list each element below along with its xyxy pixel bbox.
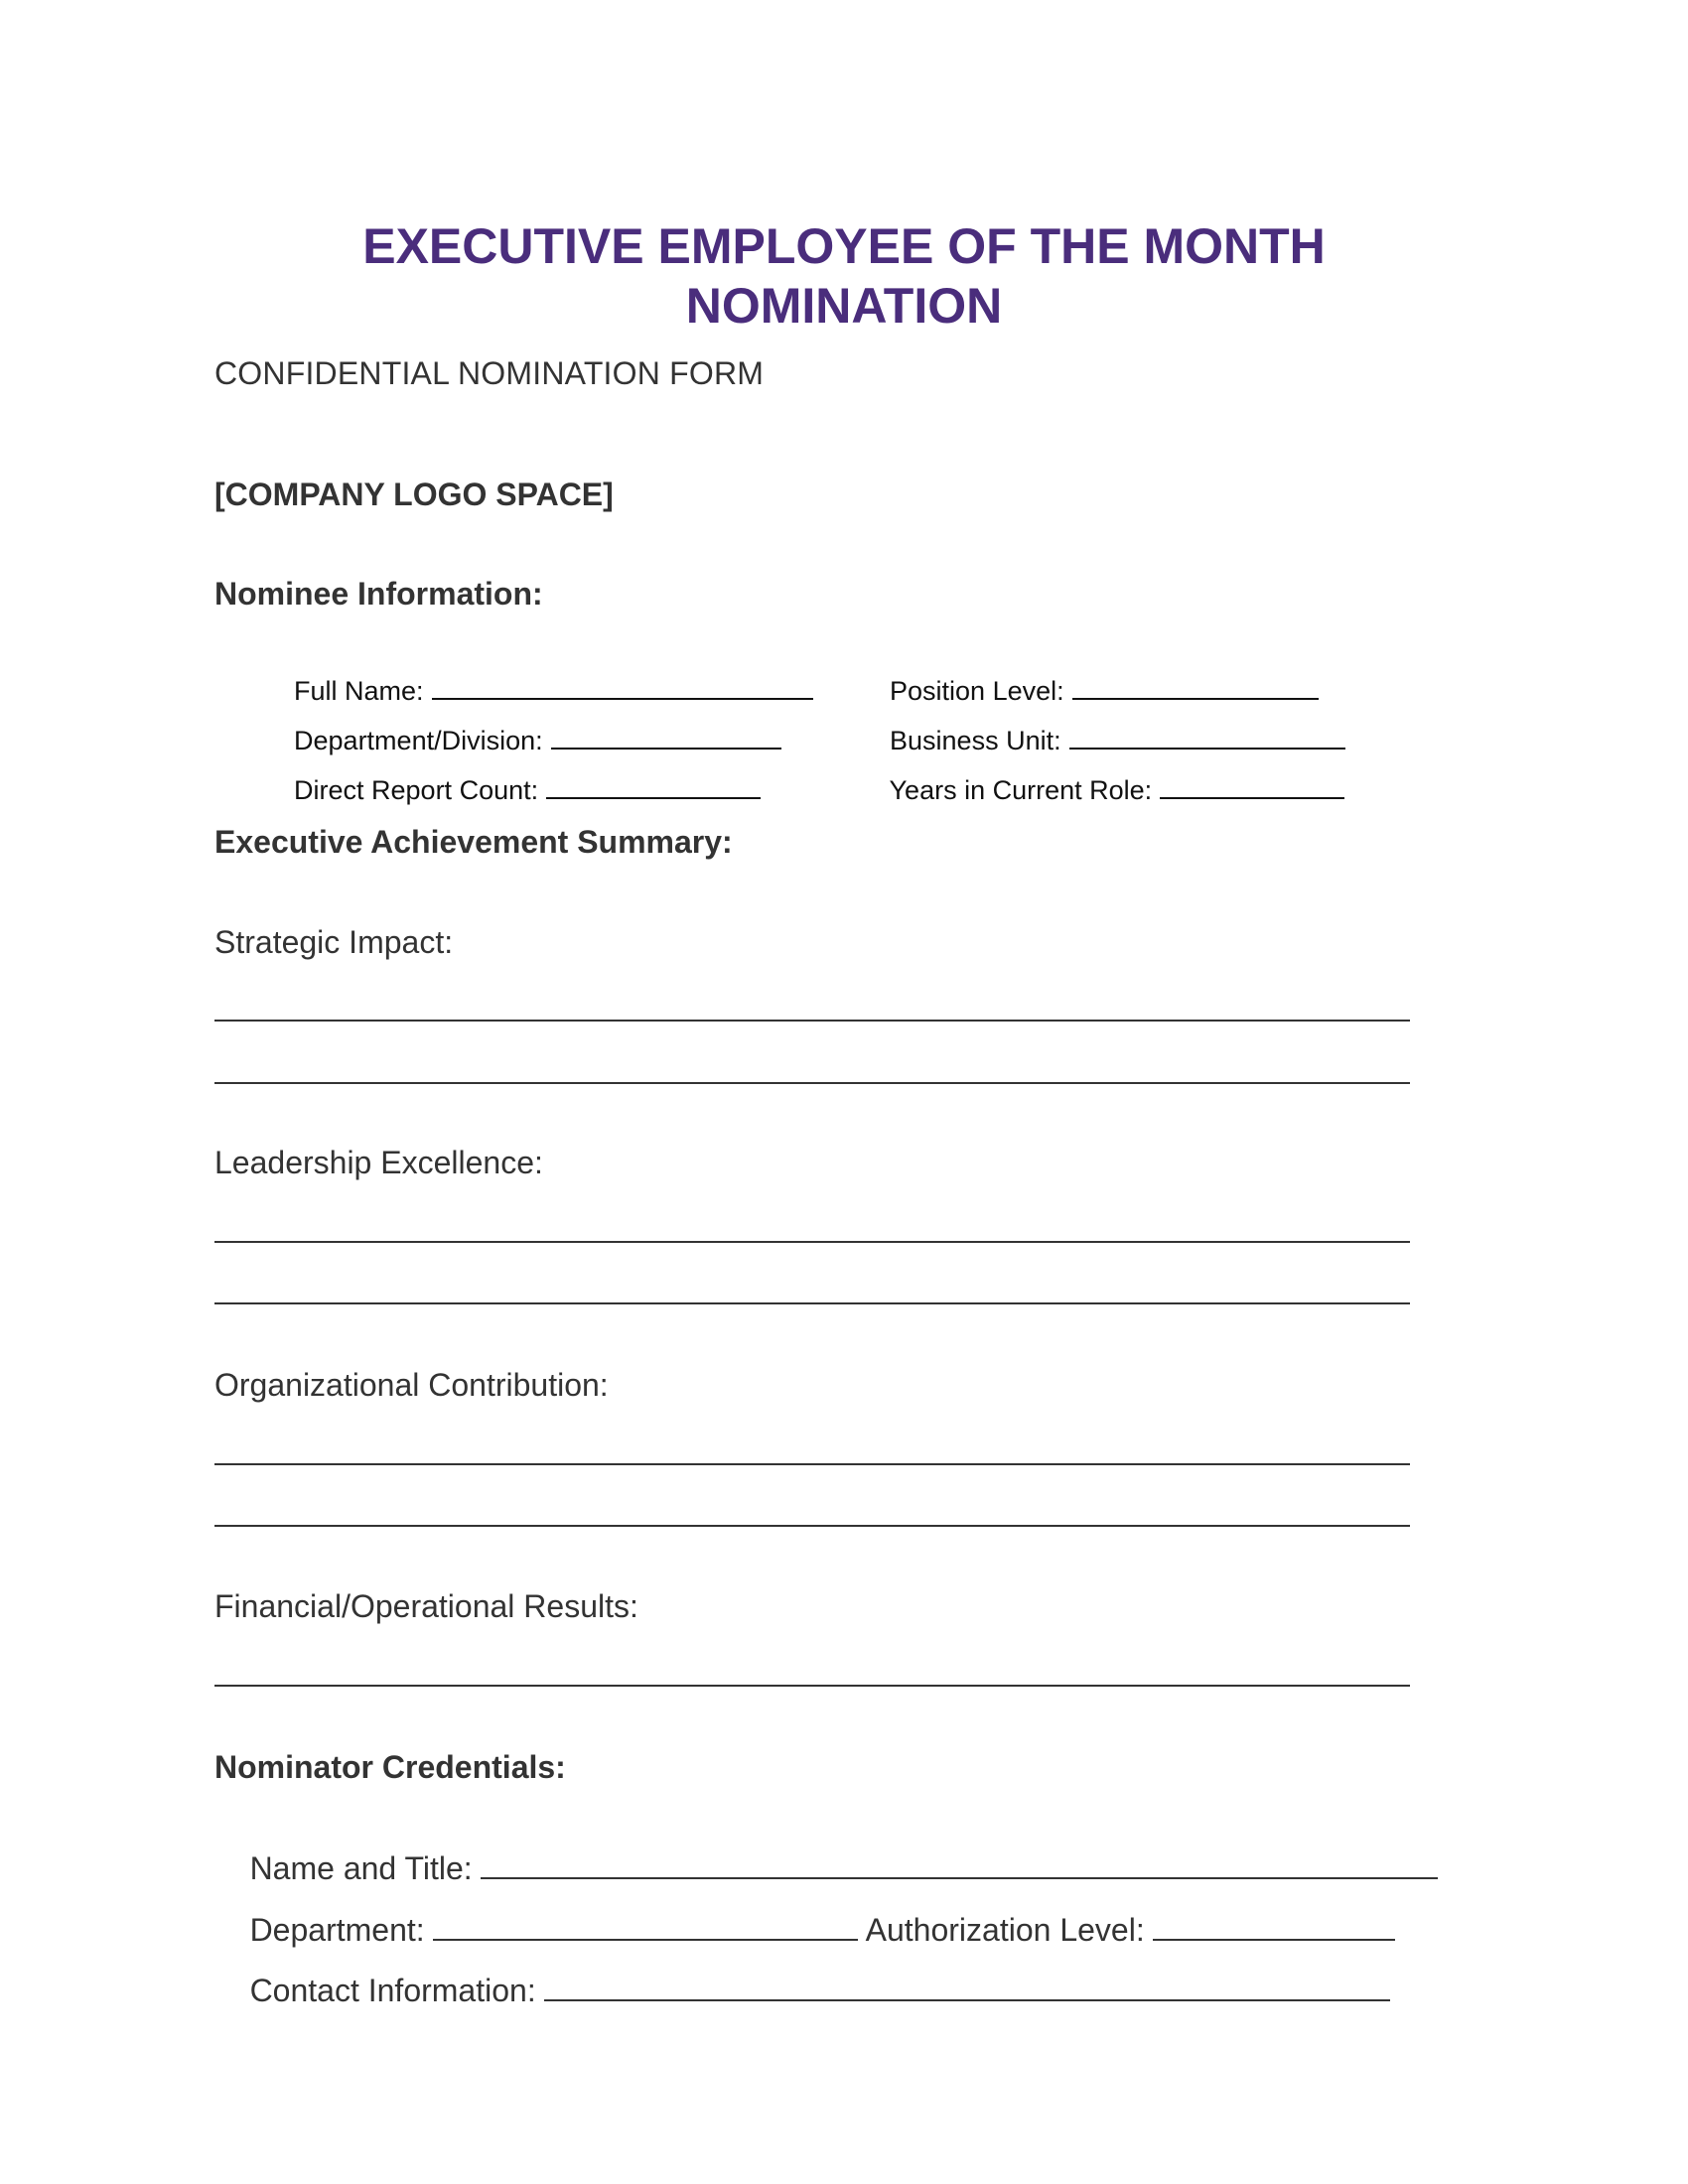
years-in-role-field[interactable] xyxy=(860,740,1344,841)
company-logo-placeholder: [COMPANY LOGO SPACE] xyxy=(214,477,614,512)
years-in-role-label: Years in Current Role: xyxy=(889,775,1153,805)
position-level-label: Position Level: xyxy=(890,676,1064,706)
department-division-label: Department/Division: xyxy=(294,726,543,755)
leadership-excellence-line-2[interactable] xyxy=(214,1302,1410,1304)
organizational-contribution-line-1[interactable] xyxy=(214,1463,1410,1465)
form-title-line-2: NOMINATION xyxy=(685,278,1003,334)
authorization-level-label: Authorization Level: xyxy=(865,1912,1145,1948)
nominator-contact-label: Contact Information: xyxy=(249,1973,536,2008)
strategic-impact-label: Strategic Impact: xyxy=(214,924,454,960)
direct-report-count-label: Direct Report Count: xyxy=(294,775,539,805)
full-name-label: Full Name: xyxy=(294,676,424,706)
nominator-credentials-heading: Nominator Credentials: xyxy=(214,1749,566,1785)
organizational-contribution-line-2[interactable] xyxy=(214,1525,1410,1527)
financial-results-label: Financial/Operational Results: xyxy=(214,1588,638,1624)
nominator-department-label: Department: xyxy=(249,1912,425,1948)
leadership-excellence-label: Leadership Excellence: xyxy=(214,1145,543,1180)
nominator-contact-blank[interactable] xyxy=(544,1974,1390,2001)
years-in-role-blank[interactable] xyxy=(1160,775,1344,799)
financial-results-line-1[interactable] xyxy=(214,1685,1410,1687)
nominee-information-heading: Nominee Information: xyxy=(214,576,543,612)
strategic-impact-line-1[interactable] xyxy=(214,1020,1410,1022)
direct-report-count-blank[interactable] xyxy=(546,775,761,799)
business-unit-label: Business Unit: xyxy=(890,726,1061,755)
strategic-impact-line-2[interactable] xyxy=(214,1082,1410,1084)
nominator-name-title-label: Name and Title: xyxy=(249,1850,473,1886)
organizational-contribution-label: Organizational Contribution: xyxy=(214,1367,609,1403)
achievement-summary-heading: Executive Achievement Summary: xyxy=(214,824,733,860)
form-subtitle: CONFIDENTIAL NOMINATION FORM xyxy=(214,355,765,391)
nominator-contact-field[interactable] xyxy=(214,1931,1390,2050)
form-title-line-1: EXECUTIVE EMPLOYEE OF THE MONTH xyxy=(362,218,1326,274)
leadership-excellence-line-1[interactable] xyxy=(214,1241,1410,1243)
